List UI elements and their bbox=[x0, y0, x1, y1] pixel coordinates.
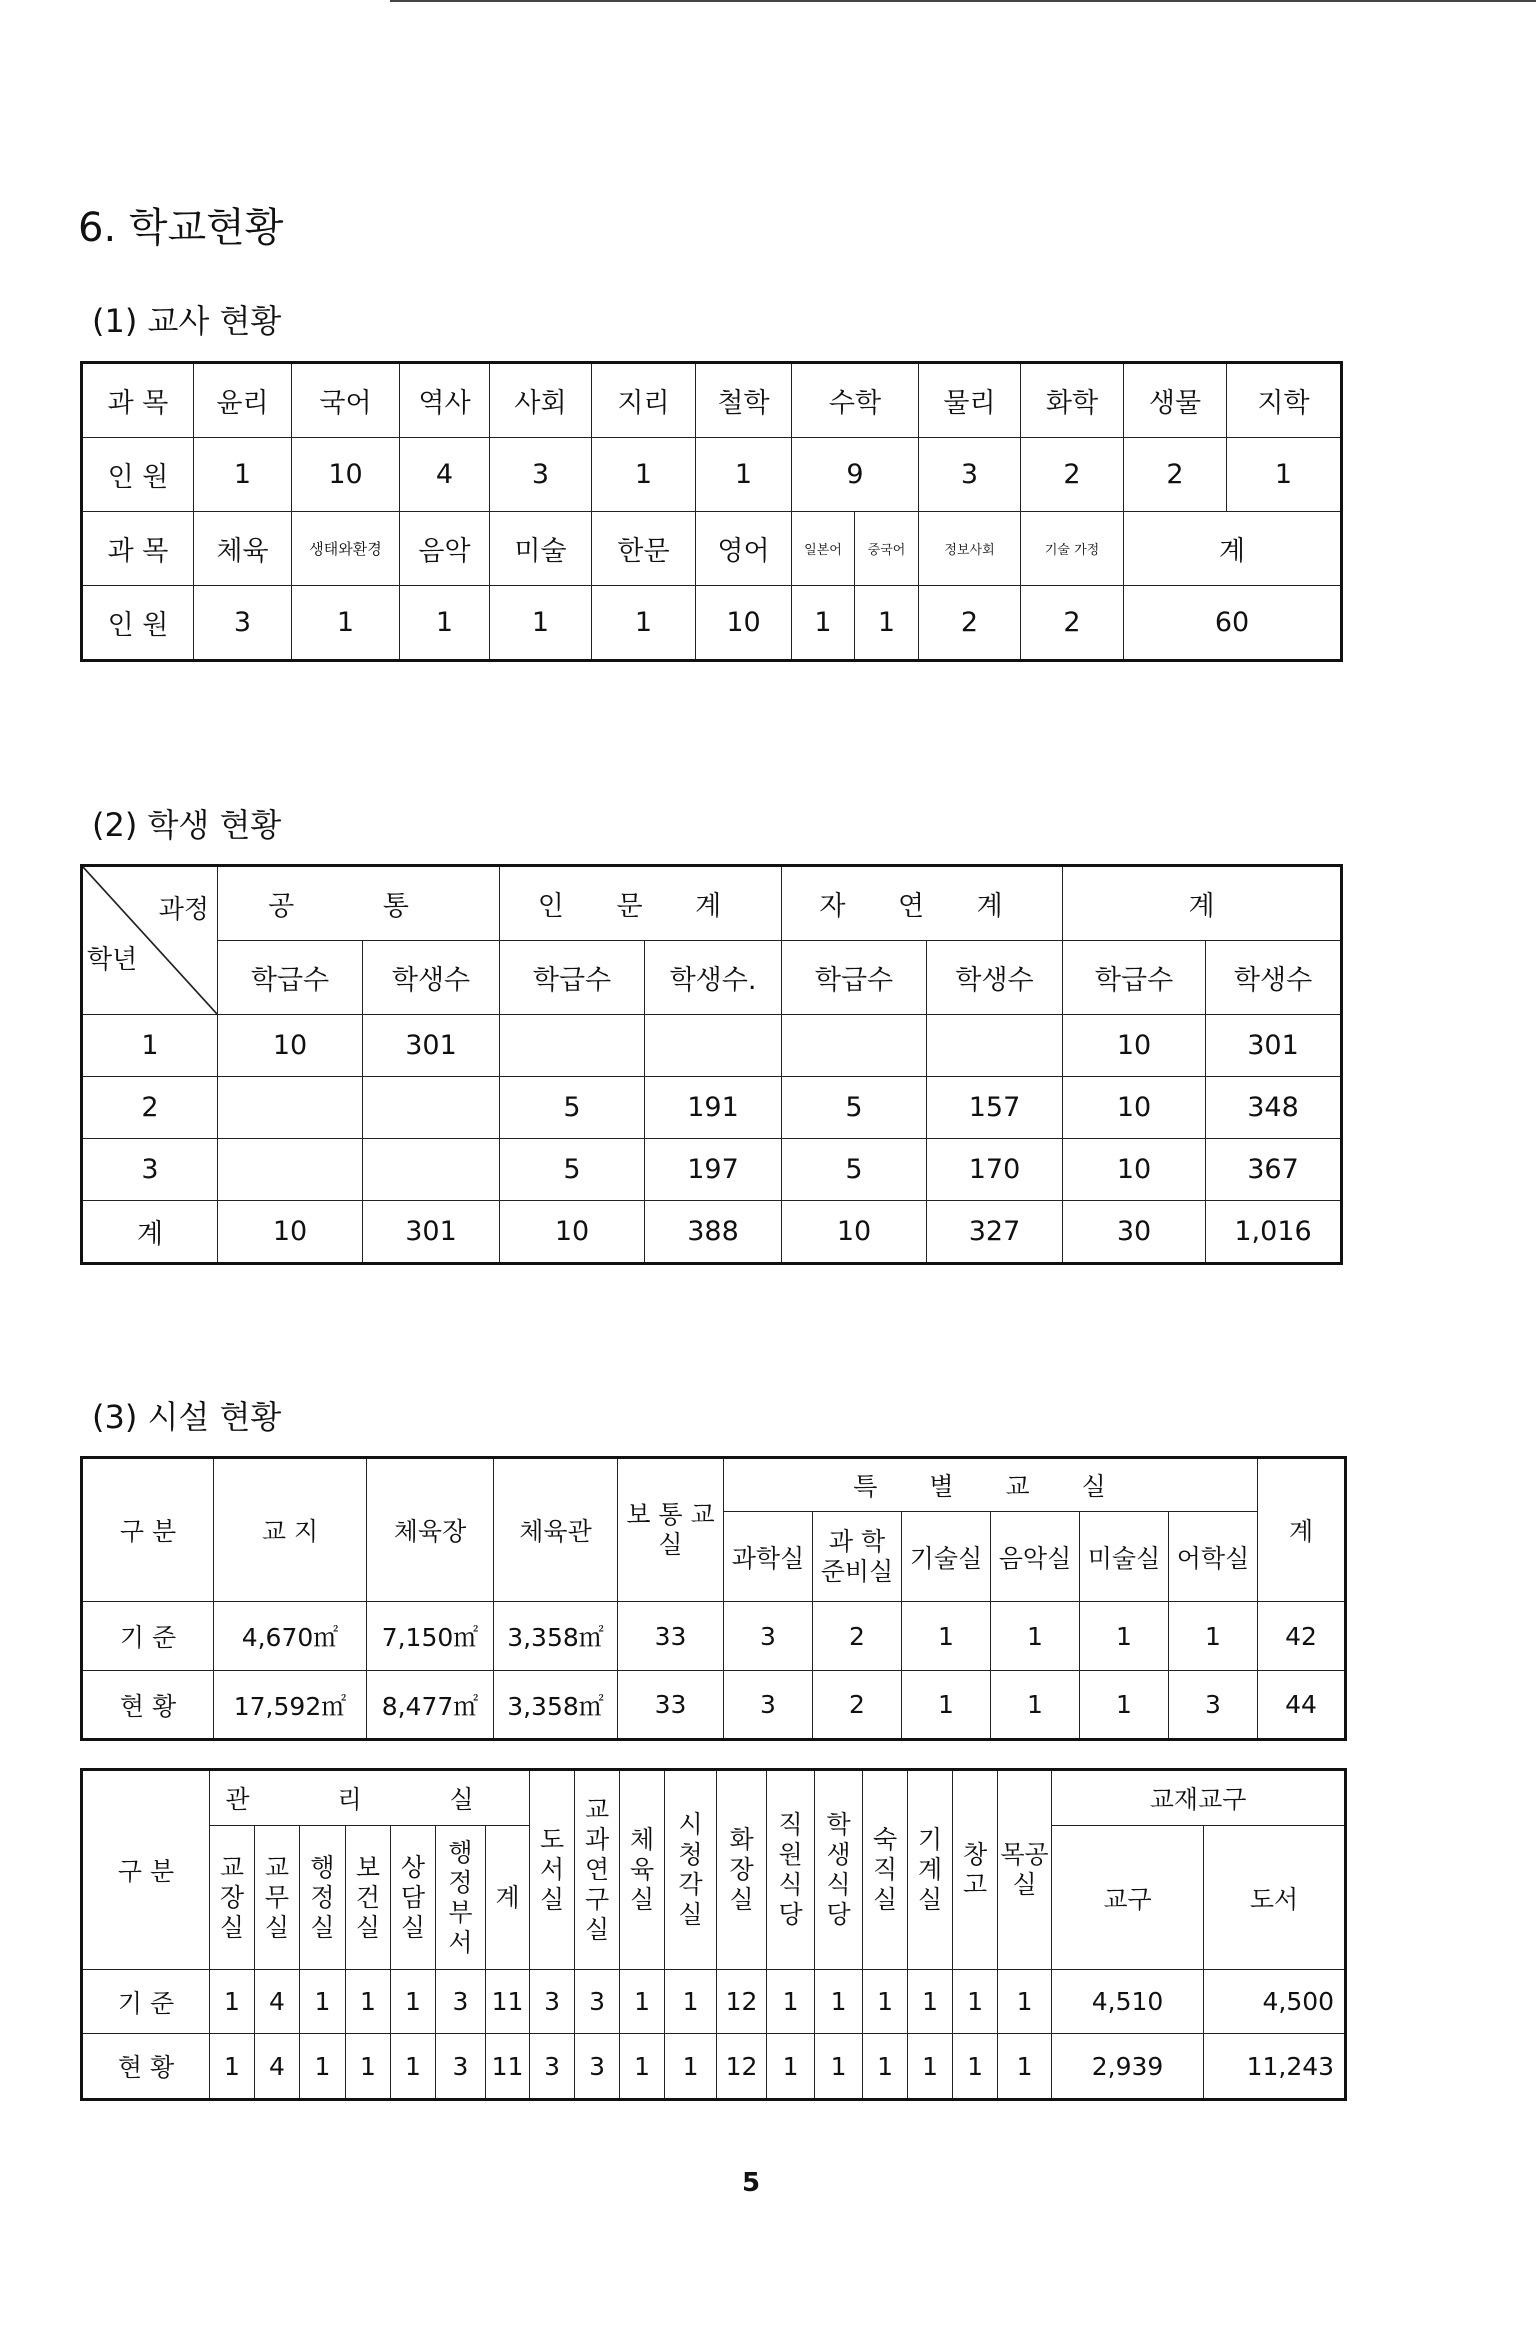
room-header: 숙직실 bbox=[863, 1770, 908, 1970]
subject-cell: 기술 가정 bbox=[1021, 512, 1124, 586]
data-cell: 1 bbox=[908, 2034, 953, 2100]
count-cell: 4 bbox=[400, 438, 490, 512]
data-cell: 1 bbox=[953, 2034, 998, 2100]
data-cell: 367 bbox=[1206, 1139, 1342, 1201]
subject-cell: 역사 bbox=[400, 363, 490, 438]
header-site: 교 지 bbox=[214, 1458, 367, 1602]
students-heading: (2) 학생 현황 bbox=[92, 806, 282, 844]
special-header: 음악실 bbox=[991, 1512, 1080, 1602]
admin-header: 교장실 bbox=[210, 1826, 255, 1970]
sub-header: 학생수 bbox=[927, 941, 1063, 1015]
count-cell: 1 bbox=[292, 586, 400, 661]
data-cell: 1 bbox=[815, 1970, 863, 2034]
data-cell: 5 bbox=[500, 1077, 645, 1139]
sub-header: 학급수 bbox=[500, 941, 645, 1015]
data-cell: 3 bbox=[1169, 1671, 1258, 1740]
data-cell bbox=[927, 1015, 1063, 1077]
data-cell bbox=[645, 1015, 782, 1077]
data-cell: 388 bbox=[645, 1201, 782, 1264]
sub-header: 학급수 bbox=[218, 941, 363, 1015]
subject-cell: 체육 bbox=[194, 512, 292, 586]
data-cell: 157 bbox=[927, 1077, 1063, 1139]
data-cell: 1 bbox=[998, 2034, 1052, 2100]
subject-cell: 일본어 bbox=[792, 512, 855, 586]
data-cell: 10 bbox=[218, 1201, 363, 1264]
data-cell: 8,477㎡ bbox=[367, 1671, 494, 1740]
data-cell: 5 bbox=[782, 1139, 927, 1201]
data-cell: 170 bbox=[927, 1139, 1063, 1201]
data-cell: 1 bbox=[902, 1602, 991, 1671]
table-row bbox=[82, 866, 1342, 941]
corner-cell bbox=[82, 866, 218, 1015]
subject-cell: 지리 bbox=[592, 363, 696, 438]
data-cell: 30 bbox=[1063, 1201, 1206, 1264]
sub-header: 학생수. bbox=[645, 941, 782, 1015]
room-header: 화장실 bbox=[717, 1770, 767, 1970]
data-cell: 3 bbox=[436, 1970, 486, 2034]
row-label: 인 원 bbox=[82, 586, 194, 661]
corner-bottom-label: 학년 bbox=[87, 945, 138, 975]
data-cell: 10 bbox=[218, 1015, 363, 1077]
room-header: 기계실 bbox=[908, 1770, 953, 1970]
data-cell: 2 bbox=[813, 1671, 902, 1740]
special-group-header: 특 별 교 실 bbox=[724, 1458, 1258, 1512]
row-label: 현 황 bbox=[82, 1671, 214, 1740]
total-count: 60 bbox=[1124, 586, 1342, 661]
count-cell: 1 bbox=[400, 586, 490, 661]
page-number: 5 bbox=[742, 2168, 761, 2198]
header-total: 계 bbox=[1258, 1458, 1346, 1602]
data-cell: 4,500 bbox=[1204, 1970, 1346, 2034]
teachers-table bbox=[80, 361, 1343, 662]
subject-cell: 음악 bbox=[400, 512, 490, 586]
data-cell bbox=[500, 1015, 645, 1077]
corner-top-label: 과정 bbox=[158, 895, 209, 925]
data-cell: 1 bbox=[767, 2034, 815, 2100]
data-cell: 3 bbox=[530, 2034, 575, 2100]
data-cell: 3 bbox=[436, 2034, 486, 2100]
grade-cell: 계 bbox=[82, 1201, 218, 1264]
count-cell: 2 bbox=[919, 586, 1021, 661]
data-cell: 1 bbox=[300, 2034, 346, 2100]
data-cell: 1 bbox=[300, 1970, 346, 2034]
data-cell: 3 bbox=[575, 1970, 620, 2034]
table-row bbox=[82, 586, 1342, 661]
group-header: 공 통 bbox=[218, 866, 500, 941]
admin-header: 보건실 bbox=[346, 1826, 391, 1970]
data-cell: 1 bbox=[991, 1602, 1080, 1671]
subject-cell: 생태와환경 bbox=[292, 512, 400, 586]
data-cell: 10 bbox=[500, 1201, 645, 1264]
facilities-table bbox=[80, 1456, 1347, 1741]
room-header: 직원식당 bbox=[767, 1770, 815, 1970]
count-cell: 3 bbox=[490, 438, 592, 512]
room-header: 시청각실 bbox=[665, 1770, 717, 1970]
data-cell: 3 bbox=[724, 1671, 813, 1740]
data-cell bbox=[363, 1139, 500, 1201]
students-table bbox=[80, 864, 1343, 1265]
teachers-heading: (1) 교사 현황 bbox=[92, 302, 282, 340]
data-cell: 1 bbox=[767, 1970, 815, 2034]
data-cell bbox=[782, 1015, 927, 1077]
data-cell: 12 bbox=[717, 1970, 767, 2034]
count-cell: 10 bbox=[292, 438, 400, 512]
room-header: 목공실 bbox=[998, 1770, 1052, 1970]
data-cell: 7,150㎡ bbox=[367, 1602, 494, 1671]
data-cell bbox=[218, 1139, 363, 1201]
room-header: 체육실 bbox=[620, 1770, 665, 1970]
subject-cell: 정보사회 bbox=[919, 512, 1021, 586]
subject-cell: 사회 bbox=[490, 363, 592, 438]
sub-header: 학생수 bbox=[363, 941, 500, 1015]
header-regular: 보 통 교 실 bbox=[618, 1458, 724, 1602]
data-cell: 33 bbox=[618, 1602, 724, 1671]
data-cell: 3,358㎡ bbox=[494, 1602, 618, 1671]
data-cell: 2 bbox=[813, 1602, 902, 1671]
data-cell: 3 bbox=[575, 2034, 620, 2100]
subject-cell: 철학 bbox=[696, 363, 792, 438]
row-label: 현 황 bbox=[82, 2034, 210, 2100]
data-cell: 1 bbox=[1169, 1602, 1258, 1671]
materials-group-header: 교재교구 bbox=[1052, 1770, 1346, 1826]
special-header: 과 학 준비실 bbox=[813, 1512, 902, 1602]
room-header: 창고 bbox=[953, 1770, 998, 1970]
subject-cell: 수학 bbox=[792, 363, 919, 438]
special-header: 어학실 bbox=[1169, 1512, 1258, 1602]
data-cell: 1 bbox=[391, 1970, 436, 2034]
data-cell: 301 bbox=[363, 1201, 500, 1264]
room-header: 학생식당 bbox=[815, 1770, 863, 1970]
data-cell: 301 bbox=[363, 1015, 500, 1077]
count-cell: 3 bbox=[919, 438, 1021, 512]
data-cell: 1 bbox=[991, 1671, 1080, 1740]
data-cell: 10 bbox=[782, 1201, 927, 1264]
subject-cell: 윤리 bbox=[194, 363, 292, 438]
table-row bbox=[82, 363, 1342, 438]
count-cell: 9 bbox=[792, 438, 919, 512]
data-cell: 1 bbox=[815, 2034, 863, 2100]
data-cell: 3 bbox=[724, 1602, 813, 1671]
materials-header: 교구 bbox=[1052, 1826, 1204, 1970]
data-cell: 1 bbox=[346, 1970, 391, 2034]
table-row bbox=[82, 1015, 1342, 1077]
facilities-heading: (3) 시설 현황 bbox=[92, 1398, 282, 1436]
header-field: 체육장 bbox=[367, 1458, 494, 1602]
data-cell: 10 bbox=[1063, 1077, 1206, 1139]
sub-header: 학급수 bbox=[1063, 941, 1206, 1015]
admin-header: 상담실 bbox=[391, 1826, 436, 1970]
header-gubun: 구 분 bbox=[82, 1770, 210, 1970]
special-header: 미술실 bbox=[1080, 1512, 1169, 1602]
data-cell bbox=[363, 1077, 500, 1139]
subject-cell: 생물 bbox=[1124, 363, 1227, 438]
data-cell: 1,016 bbox=[1206, 1201, 1342, 1264]
section-title: 6. 학교현황 bbox=[78, 205, 284, 251]
admin-group-header: 관 리 실 bbox=[210, 1770, 530, 1826]
group-header: 인 문 계 bbox=[500, 866, 782, 941]
table-row bbox=[82, 2034, 1346, 2100]
grade-cell: 2 bbox=[82, 1077, 218, 1139]
scan-edge-line bbox=[390, 0, 1536, 2]
data-cell: 4,510 bbox=[1052, 1970, 1204, 2034]
admin-header: 행정실 bbox=[300, 1826, 346, 1970]
data-cell: 11 bbox=[486, 2034, 530, 2100]
data-cell: 1 bbox=[998, 1970, 1052, 2034]
data-cell: 11,243 bbox=[1204, 2034, 1346, 2100]
data-cell: 12 bbox=[717, 2034, 767, 2100]
table-row bbox=[82, 512, 1342, 586]
room-header: 도서실 bbox=[530, 1770, 575, 1970]
count-cell: 1 bbox=[194, 438, 292, 512]
table-row bbox=[82, 1602, 1346, 1671]
data-cell: 2,939 bbox=[1052, 2034, 1204, 2100]
table-row bbox=[82, 1671, 1346, 1740]
data-cell: 1 bbox=[210, 1970, 255, 2034]
subject-cell: 국어 bbox=[292, 363, 400, 438]
count-cell: 1 bbox=[855, 586, 919, 661]
data-cell: 5 bbox=[500, 1139, 645, 1201]
data-cell: 4 bbox=[255, 2034, 300, 2100]
data-cell: 5 bbox=[782, 1077, 927, 1139]
count-cell: 10 bbox=[696, 586, 792, 661]
subject-cell: 미술 bbox=[490, 512, 592, 586]
count-cell: 1 bbox=[792, 586, 855, 661]
table-row bbox=[82, 1970, 1346, 2034]
row-label: 과 목 bbox=[82, 363, 194, 438]
data-cell: 1 bbox=[346, 2034, 391, 2100]
group-header: 자 연 계 bbox=[782, 866, 1063, 941]
header-gym: 체육관 bbox=[494, 1458, 618, 1602]
data-cell: 1 bbox=[665, 2034, 717, 2100]
subject-cell: 지학 bbox=[1227, 363, 1342, 438]
data-cell: 1 bbox=[863, 1970, 908, 2034]
header-gubun: 구 분 bbox=[82, 1458, 214, 1602]
count-cell: 2 bbox=[1124, 438, 1227, 512]
data-cell: 327 bbox=[927, 1201, 1063, 1264]
data-cell: 1 bbox=[210, 2034, 255, 2100]
admin-header: 계 bbox=[486, 1826, 530, 1970]
count-cell: 1 bbox=[696, 438, 792, 512]
total-label: 계 bbox=[1124, 512, 1342, 586]
row-label: 인 원 bbox=[82, 438, 194, 512]
data-cell: 301 bbox=[1206, 1015, 1342, 1077]
row-label: 과 목 bbox=[82, 512, 194, 586]
table-row bbox=[82, 1201, 1342, 1264]
count-cell: 1 bbox=[490, 586, 592, 661]
special-header: 기술실 bbox=[902, 1512, 991, 1602]
data-cell: 1 bbox=[902, 1671, 991, 1740]
count-cell: 3 bbox=[194, 586, 292, 661]
data-cell: 1 bbox=[391, 2034, 436, 2100]
room-header: 교과연구실 bbox=[575, 1770, 620, 1970]
data-cell: 33 bbox=[618, 1671, 724, 1740]
data-cell: 10 bbox=[1063, 1015, 1206, 1077]
materials-header: 도서 bbox=[1204, 1826, 1346, 1970]
data-cell: 1 bbox=[665, 1970, 717, 2034]
data-cell: 1 bbox=[620, 1970, 665, 2034]
data-cell: 11 bbox=[486, 1970, 530, 2034]
data-cell: 17,592㎡ bbox=[214, 1671, 367, 1740]
data-cell: 197 bbox=[645, 1139, 782, 1201]
subject-cell: 영어 bbox=[696, 512, 792, 586]
data-cell: 4 bbox=[255, 1970, 300, 2034]
data-cell: 191 bbox=[645, 1077, 782, 1139]
rooms-table bbox=[80, 1768, 1347, 2101]
count-cell: 2 bbox=[1021, 438, 1124, 512]
table-row bbox=[82, 1770, 1346, 1826]
grade-cell: 1 bbox=[82, 1015, 218, 1077]
group-header: 계 bbox=[1063, 866, 1342, 941]
data-cell: 4,670㎡ bbox=[214, 1602, 367, 1671]
data-cell: 44 bbox=[1258, 1671, 1346, 1740]
data-cell: 3 bbox=[530, 1970, 575, 2034]
table-row bbox=[82, 438, 1342, 512]
count-cell: 1 bbox=[592, 438, 696, 512]
table-row bbox=[82, 941, 1342, 1015]
table-row bbox=[82, 1458, 1346, 1512]
data-cell: 1 bbox=[620, 2034, 665, 2100]
data-cell: 10 bbox=[1063, 1139, 1206, 1201]
data-cell: 3,358㎡ bbox=[494, 1671, 618, 1740]
sub-header: 학급수 bbox=[782, 941, 927, 1015]
data-cell: 1 bbox=[863, 2034, 908, 2100]
count-cell: 1 bbox=[592, 586, 696, 661]
table-row bbox=[82, 1139, 1342, 1201]
data-cell: 1 bbox=[908, 1970, 953, 2034]
grade-cell: 3 bbox=[82, 1139, 218, 1201]
count-cell: 2 bbox=[1021, 586, 1124, 661]
special-header: 과학실 bbox=[724, 1512, 813, 1602]
row-label: 기 준 bbox=[82, 1602, 214, 1671]
row-label: 기 준 bbox=[82, 1970, 210, 2034]
subject-cell: 화학 bbox=[1021, 363, 1124, 438]
subject-cell: 한문 bbox=[592, 512, 696, 586]
data-cell: 1 bbox=[953, 1970, 998, 2034]
count-cell: 1 bbox=[1227, 438, 1342, 512]
data-cell: 1 bbox=[1080, 1602, 1169, 1671]
subject-cell: 중국어 bbox=[855, 512, 919, 586]
data-cell bbox=[218, 1077, 363, 1139]
sub-header: 학생수 bbox=[1206, 941, 1342, 1015]
data-cell: 42 bbox=[1258, 1602, 1346, 1671]
data-cell: 348 bbox=[1206, 1077, 1342, 1139]
table-row bbox=[82, 1077, 1342, 1139]
subject-cell: 물리 bbox=[919, 363, 1021, 438]
admin-header: 행정부서 bbox=[436, 1826, 486, 1970]
admin-header: 교무실 bbox=[255, 1826, 300, 1970]
data-cell: 1 bbox=[1080, 1671, 1169, 1740]
